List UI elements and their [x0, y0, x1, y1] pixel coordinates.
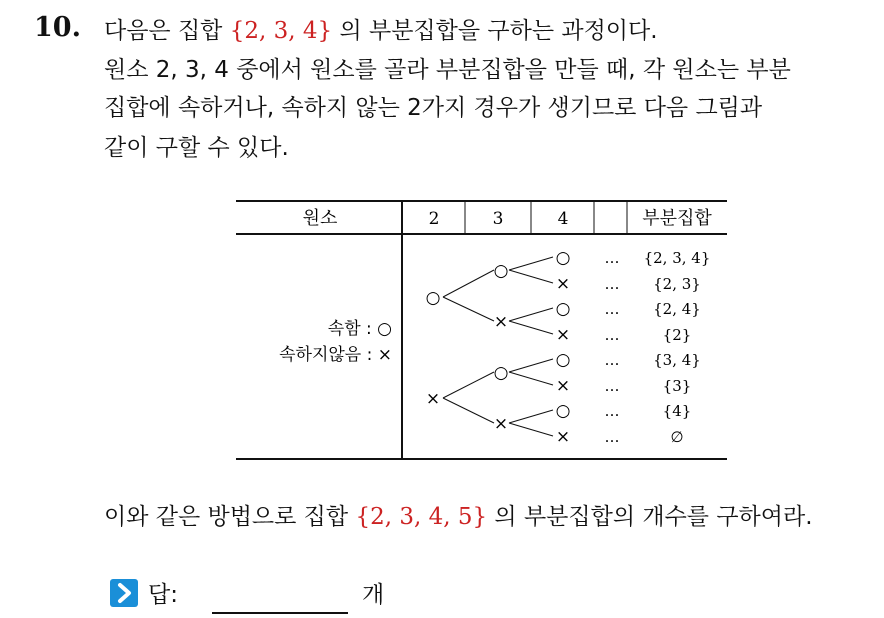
question-pre: 이와 같은 방법으로 집합: [104, 504, 356, 530]
node-l3-6: ×: [555, 376, 571, 396]
node-l3-7: ○: [555, 401, 571, 421]
subset-8: ∅: [670, 428, 684, 446]
line1-pre: 다음은 집합: [104, 18, 230, 44]
node-l1-out: ×: [425, 389, 441, 409]
subset-3: {2, 4}: [653, 300, 701, 318]
header-subsets: 부분집합: [642, 208, 712, 229]
legend-not-belongs: 속하지않음 : ×: [279, 345, 392, 365]
header-3: 3: [492, 209, 504, 229]
dots-8: …: [604, 428, 620, 446]
node-l3-4: ×: [555, 325, 571, 345]
line1-set: {2, 3, 4}: [229, 18, 333, 44]
tree-branches: [443, 257, 553, 436]
dots-5: …: [604, 351, 620, 369]
question-set: {2, 3, 4, 5}: [355, 504, 488, 530]
dots-4: …: [604, 326, 620, 344]
node-l3-2: ×: [555, 274, 571, 294]
node-l3-1: ○: [555, 248, 571, 268]
problem-line-2: 원소 2, 3, 4 중에서 원소를 골라 부분집합을 만들 때, 각 원소는 부분: [104, 57, 791, 83]
problem-line-4: 같이 구할 수 있다.: [104, 135, 289, 161]
chevron-right-icon: [110, 579, 138, 607]
dots-7: …: [604, 402, 620, 420]
subset-2: {2, 3}: [653, 275, 701, 293]
line1-post: 의 부분집합을 구하는 과정이다.: [332, 18, 658, 44]
dots-6: …: [604, 377, 620, 395]
answer-unit: 개: [362, 582, 385, 608]
node-l1-in: ○: [425, 288, 441, 308]
problem-number: 10.: [34, 12, 81, 43]
node-l2-3: ○: [493, 363, 509, 383]
subset-1: {2, 3, 4}: [643, 249, 711, 267]
subset-7: {4}: [662, 402, 692, 420]
question-line: [104, 498, 813, 531]
subset-5: {3, 4}: [653, 351, 701, 369]
subset-6: {3}: [662, 377, 692, 395]
node-l3-3: ○: [555, 299, 571, 319]
header-4: 4: [557, 209, 569, 229]
node-l2-1: ○: [493, 261, 509, 281]
answer-blank[interactable]: [212, 612, 348, 614]
node-l3-8: ×: [555, 427, 571, 447]
header-element: 원소: [302, 208, 338, 229]
node-l2-2: ×: [493, 312, 509, 332]
dots-3: …: [604, 300, 620, 318]
subset-4: {2}: [662, 326, 692, 344]
header-2: 2: [428, 209, 440, 229]
node-l2-4: ×: [493, 414, 509, 434]
dots-2: …: [604, 275, 620, 293]
problem-line-3: 집합에 속하거나, 속하지 않는 2가지 경우가 생기므로 다음 그림과: [104, 95, 763, 121]
answer-label: 답:: [148, 582, 178, 608]
question-post: 의 부분집합의 개수를 구하여라.: [487, 504, 813, 530]
dots-1: …: [604, 249, 620, 267]
legend-belongs: 속함 : ○: [327, 319, 392, 339]
node-l3-5: ○: [555, 350, 571, 370]
